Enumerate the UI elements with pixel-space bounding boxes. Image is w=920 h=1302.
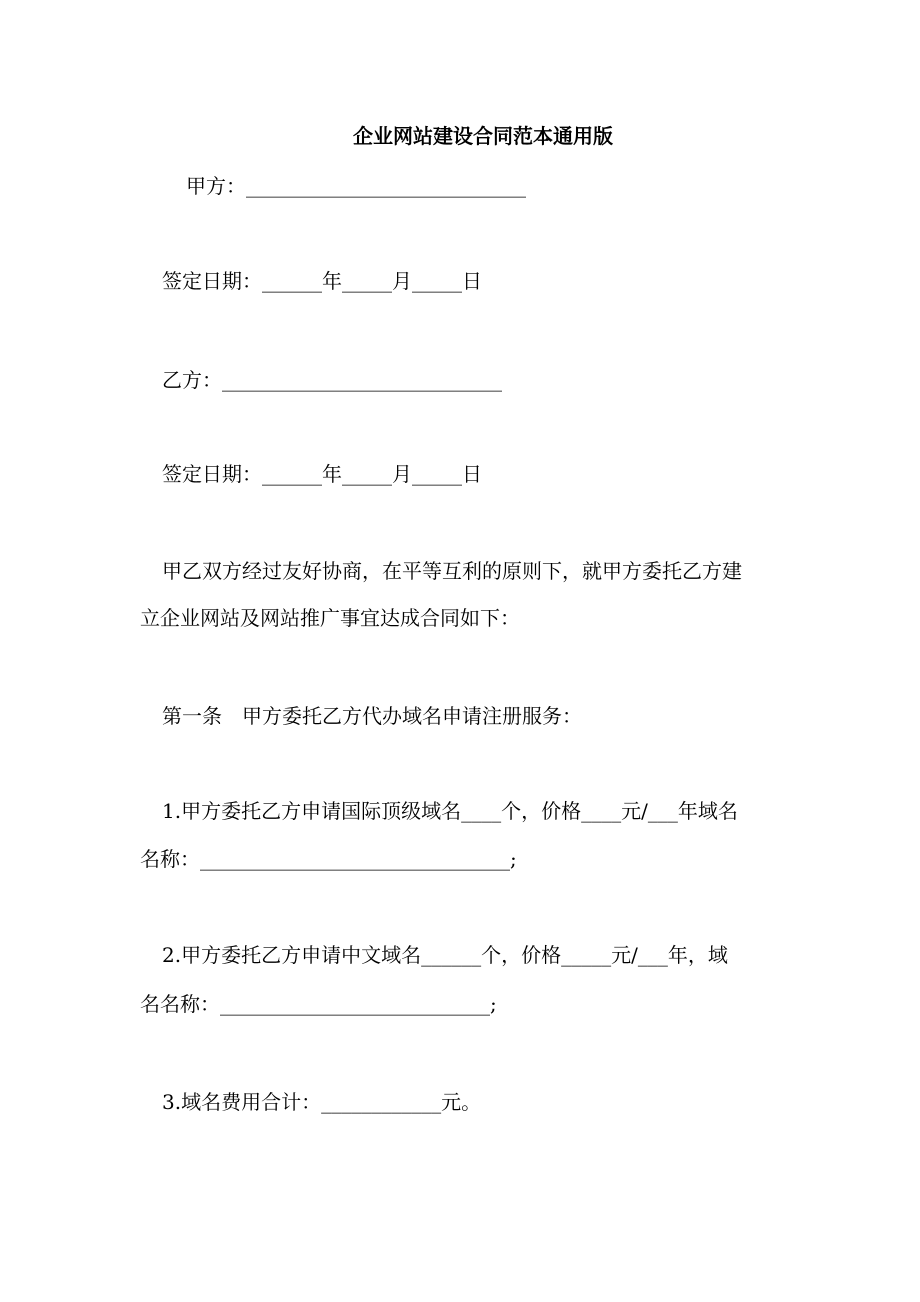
item-1-line-2: 名称：_______________________________; bbox=[140, 847, 517, 871]
party-a-line: 甲方：____________________________ bbox=[186, 174, 526, 198]
intro-paragraph-line-2: 立企业网站及网站推广事宜达成合同如下： bbox=[140, 606, 520, 630]
item-3-line-1: 3.域名费用合计：____________元。 bbox=[162, 1090, 482, 1114]
item-2-line-2: 名名称：___________________________; bbox=[140, 992, 497, 1016]
party-b-line: 乙方：____________________________ bbox=[162, 368, 502, 392]
party-a-sign-date: 签定日期：______年_____月_____日 bbox=[162, 269, 482, 293]
item-1-line-1: 1.甲方委托乙方申请国际顶级域名____个，价格____元/___年域名 bbox=[162, 799, 738, 823]
item-2-line-1: 2.甲方委托乙方申请中文域名______个，价格_____元/___年，域 bbox=[162, 943, 728, 967]
party-b-sign-date: 签定日期：______年_____月_____日 bbox=[162, 462, 482, 486]
article-1-heading: 第一条 甲方委托乙方代办域名申请注册服务： bbox=[162, 704, 582, 728]
document-title: 企业网站建设合同范本通用版 bbox=[353, 124, 613, 148]
intro-paragraph-line-1: 甲乙双方经过友好协商，在平等互利的原则下，就甲方委托乙方建 bbox=[162, 559, 742, 583]
